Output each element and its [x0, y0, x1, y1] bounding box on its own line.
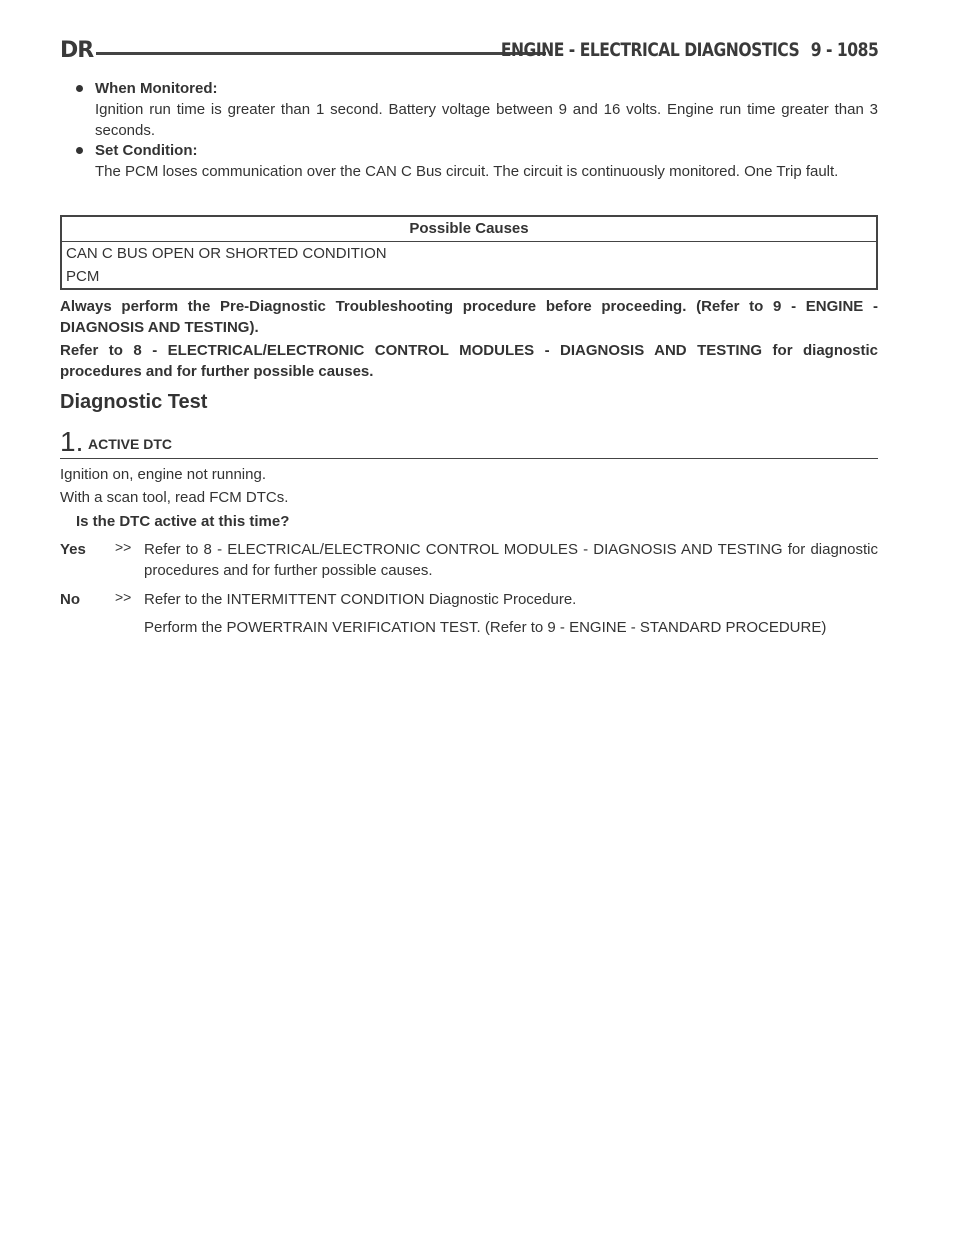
answer-text: Perform the POWERTRAIN VERIFICATION TEST. (Refer to 9 - ENGINE - STANDARD PROCEDURE) — [144, 619, 827, 636]
bullet-dot-icon — [76, 85, 83, 92]
header-rule — [96, 52, 546, 55]
bullet-dot-icon — [76, 147, 83, 154]
causes-heading: Possible Causes — [62, 217, 876, 242]
possible-causes-table — [60, 215, 878, 290]
section-name: ENGINE - ELECTRICAL DIAGNOSTICS — [500, 39, 799, 61]
bullet-title: Set Condition: — [95, 142, 198, 159]
note-refer-modules: Refer to 8 - ELECTRICAL/ELECTRONIC CONTROL MODULES - DIAGNOSIS AND TESTING for diagnostic procedures and for further possible causes. — [60, 342, 878, 380]
page-number: 9 - 1085 — [810, 39, 878, 61]
answer-arrow: >> — [115, 539, 132, 555]
cause-item: PCM — [66, 268, 100, 285]
cause-item: CAN C BUS OPEN OR SHORTED CONDITION — [66, 245, 387, 262]
answer-yes — [60, 539, 878, 588]
bullet-set-condition — [76, 140, 878, 182]
answer-key: No — [60, 591, 80, 608]
bullet-body: The PCM loses communication over the CAN C Bus circuit. The circuit is continuously monitored. One Trip fault. — [95, 163, 839, 180]
answer-lines — [144, 589, 878, 638]
answer-no — [60, 589, 878, 645]
model-code: DR — [60, 38, 94, 63]
answer-arrow: >> — [115, 589, 132, 605]
note-pre-diagnostic: Always perform the Pre-Diagnostic Troubleshooting procedure before proceeding. (Refer to 9 - ENGINE - DIAGNOSIS AND TESTING). — [60, 298, 878, 336]
answer-lines — [144, 539, 878, 581]
step-question: Is the DTC active at this time? — [76, 513, 290, 530]
step-number: 1. — [60, 426, 84, 457]
step-label: ACTIVE DTC — [88, 436, 172, 452]
diagnostic-test-title: Diagnostic Test — [60, 391, 208, 413]
answer-key: Yes — [60, 541, 86, 558]
page-header — [60, 38, 878, 72]
answer-text: Refer to the INTERMITTENT CONDITION Diagnostic Procedure. — [144, 591, 577, 608]
answer-text: Refer to 8 - ELECTRICAL/ELECTRONIC CONTROL MODULES - DIAGNOSIS AND TESTING for diagnostic procedures and for further possible causes. — [144, 541, 878, 579]
step-heading — [60, 426, 878, 459]
bullet-body: Ignition run time is greater than 1 second. Battery voltage between 9 and 16 volts. Engine run time greater than 3 seconds. — [95, 101, 878, 139]
bullet-title: When Monitored: — [95, 80, 218, 97]
instruction-line: With a scan tool, read FCM DTCs. — [60, 489, 289, 506]
instruction-line: Ignition on, engine not running. — [60, 466, 266, 483]
header-right — [501, 39, 878, 61]
bullet-when-monitored — [76, 78, 878, 141]
